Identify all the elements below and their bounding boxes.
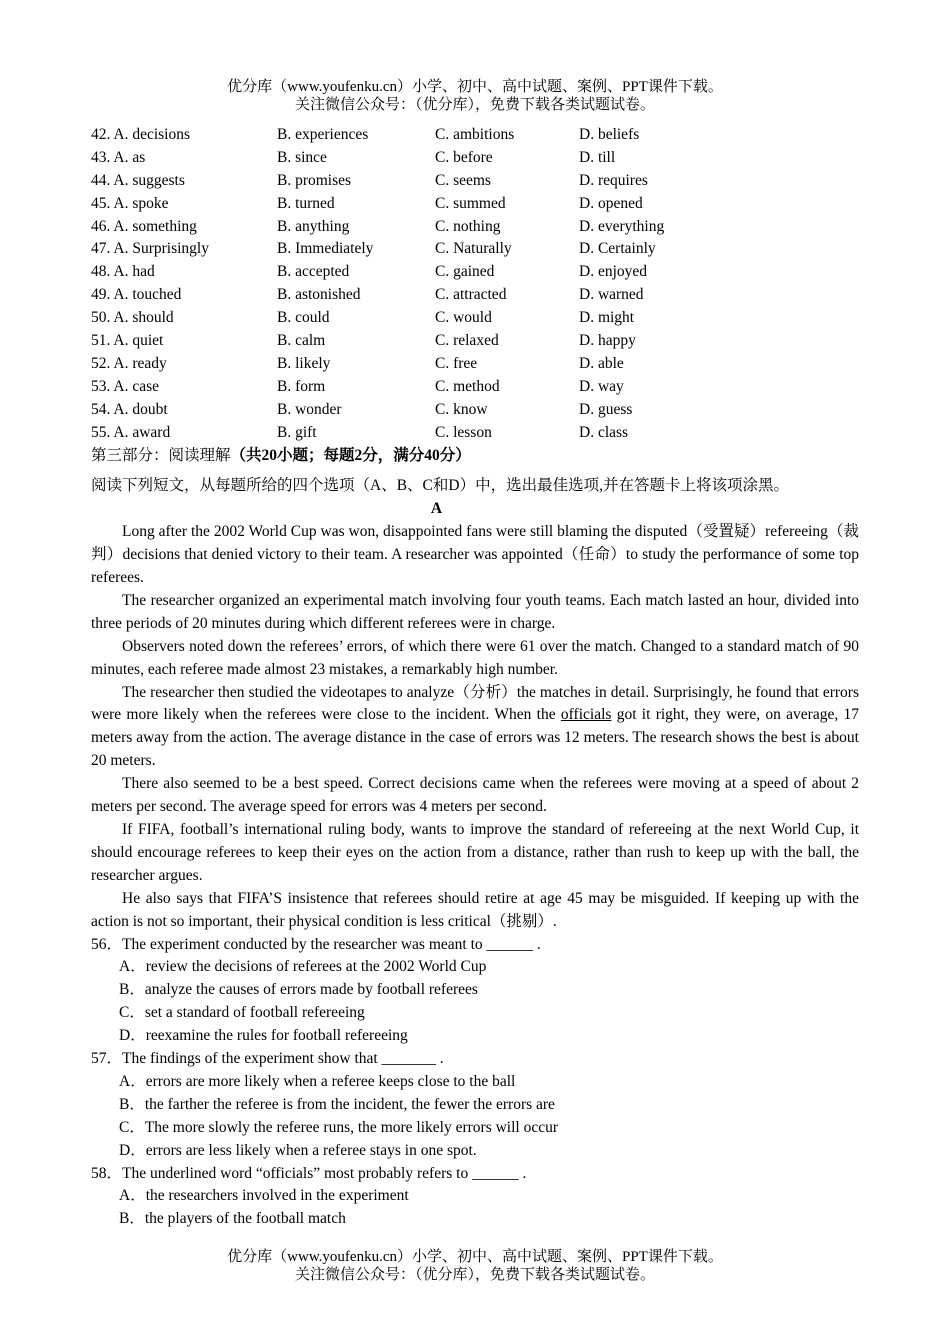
option-b: B. anything (277, 217, 350, 235)
option-a: 52. A. ready (91, 354, 167, 372)
question (91, 934, 859, 1049)
option-c: C. method (435, 377, 500, 395)
page-content (91, 124, 859, 1231)
option-a: 53. A. case (91, 377, 160, 395)
option-d: D. happy (579, 332, 636, 350)
option-row (91, 330, 859, 353)
option-a: 51. A. quiet (91, 332, 164, 350)
question-stem: 56．The experiment conducted by the researcher was meant to ______ . (91, 935, 541, 953)
option-row (91, 376, 859, 399)
option-a: 49. A. touched (91, 286, 182, 304)
answer-choice: C．The more slowly the referee runs, the more likely errors will occur (119, 1118, 559, 1136)
option-d: D. opened (579, 194, 643, 212)
option-row (91, 124, 859, 147)
option-b: B. could (277, 309, 330, 327)
option-d: D. might (579, 309, 635, 327)
footer-line-2: 关注微信公众号：（优分库），免费下载各类试题试卷。 (294, 1267, 655, 1283)
option-c: C. nothing (435, 217, 501, 235)
option-row (91, 307, 859, 330)
passage-paragraph (91, 682, 859, 774)
passage-paragraph: Observers noted down the referees’ errors, of which there were 61 over the match. Changed to a standard match of 90 minutes, each referee made almost 23 mistakes, a remarkably high number. (91, 637, 859, 678)
option-c: C. seems (435, 171, 491, 189)
options-table (91, 124, 859, 444)
option-c: C. free (435, 354, 478, 372)
option-a: 42. A. decisions (91, 126, 191, 143)
option-row (91, 399, 859, 422)
answer-choice: B．the farther the referee is from the incident, the fewer the errors are (119, 1095, 555, 1113)
page-footer (0, 1248, 950, 1284)
answer-choice: C．set a standard of football refereeing (119, 1004, 365, 1022)
option-a: 43. A. as (91, 148, 146, 166)
passage-paragraph: The researcher organized an experimental match involving four youth teams. Each match lasted an hour, divided into three periods of 20 minutes during which different referees were in charge. (91, 591, 859, 632)
option-row (91, 216, 859, 239)
option-row (91, 353, 859, 376)
option-d: D. requires (579, 171, 648, 189)
option-row (91, 147, 859, 170)
passage-paragraph: There also seemed to be a best speed. Correct decisions came when the referees were moving at a speed of about 2 meters per second. The average speed for errors was 4 meters per second. (91, 775, 859, 816)
option-row (91, 193, 859, 216)
option-c: C. know (435, 400, 488, 418)
underlined-word: officials (560, 706, 612, 724)
option-row (91, 261, 859, 284)
passage-paragraph: Long after the 2002 World Cup was won, disappointed fans were still blaming the disputed（受置疑）refereeing（裁判）decisions that denied victory to their team. A researcher was appointed（任命）to study the performance of some top referees. (91, 523, 859, 586)
answer-choice: A．review the decisions of referees at the 2002 World Cup (119, 958, 487, 976)
answer-choice: D．errors are less likely when a referee stays in one spot. (119, 1141, 477, 1159)
option-row (91, 238, 859, 261)
option-b: B. astonished (277, 286, 361, 304)
option-c: C. relaxed (435, 332, 499, 350)
option-c: C. before (435, 148, 493, 166)
option-d: D. beliefs (579, 126, 640, 143)
question-stem: 58．The underlined word “officials” most probably refers to ______ . (91, 1164, 527, 1182)
option-row (91, 284, 859, 307)
page-header (0, 78, 950, 114)
option-b: B. turned (277, 194, 335, 212)
option-b: B. since (277, 148, 327, 166)
option-b: B. wonder (277, 400, 342, 418)
option-d: D. till (579, 148, 616, 166)
option-c: C. Naturally (435, 240, 512, 258)
option-c: C. summed (435, 194, 506, 212)
question (91, 1048, 859, 1163)
passage-label: A (430, 500, 443, 518)
question-stem: 57．The findings of the experiment show that _______ . (91, 1050, 444, 1068)
option-d: D. class (579, 423, 629, 441)
option-b: B. likely (277, 354, 331, 372)
option-d: D. able (579, 354, 624, 372)
answer-choice: B．analyze the causes of errors made by football referees (119, 981, 478, 999)
option-b: B. promises (277, 171, 352, 189)
option-c: C. attracted (435, 286, 507, 304)
answer-choice: D．reexamine the rules for football refereeing (119, 1027, 408, 1045)
option-d: D. everything (579, 217, 665, 235)
option-c: C. ambitions (435, 126, 515, 143)
option-a: 48. A. had (91, 263, 155, 281)
option-a: 54. A. doubt (91, 400, 168, 418)
option-a: 46. A. something (91, 217, 197, 235)
option-d: D. warned (579, 286, 644, 304)
option-b: B. experiences (277, 126, 369, 143)
header-line-2: 关注微信公众号：（优分库），免费下载各类试题试卷。 (294, 97, 655, 113)
option-row (91, 170, 859, 193)
paragraph-text-tail: got it right, they were, on average, 17 meters away from the action. The average distance in the case of errors was 12 meters. The research shows the best is about 20 meters. (91, 706, 859, 770)
option-row (91, 422, 859, 445)
option-d: D. Certainly (579, 240, 656, 258)
option-b: B. Immediately (277, 240, 374, 258)
option-a: 50. A. should (91, 309, 174, 327)
question (91, 1163, 859, 1232)
section-instruction: 阅读下列短文，从每题所给的四个选项（A、B、C和D）中，选出最佳选项,并在答题卡上将该项涂黑。 (91, 477, 789, 495)
option-c: C. gained (435, 263, 495, 281)
option-c: C. would (435, 309, 492, 327)
answer-choice: A．errors are more likely when a referee keeps close to the ball (119, 1072, 516, 1090)
option-a: 44. A. suggests (91, 171, 185, 189)
section-heading (91, 445, 859, 468)
option-b: B. form (277, 377, 326, 395)
option-a: 55. A. award (91, 423, 171, 441)
option-b: B. calm (277, 332, 326, 350)
header-line-1: 优分库（www.youfenku.cn）小学、初中、高中试题、案例、PPT课件下载。 (227, 79, 723, 95)
answer-choice: A．the researchers involved in the experiment (119, 1187, 409, 1205)
option-c: C. lesson (435, 423, 492, 441)
option-a: 47. A. Surprisingly (91, 240, 209, 258)
option-b: B. accepted (277, 263, 350, 281)
section-title-scoring: （共20小题；每题2分，满分40分） (230, 447, 471, 465)
option-a: 45. A. spoke (91, 194, 169, 212)
option-d: D. enjoyed (579, 263, 648, 281)
option-b: B. gift (277, 423, 317, 441)
passage-paragraph: If FIFA, football’s international ruling body, wants to improve the standard of refereeing at the next World Cup, it should encourage referees to keep their eyes on the action from a distance, rather than rush to keep up with the ball, the researcher argues. (91, 820, 859, 884)
section-title: 第三部分：阅读理解 (91, 447, 231, 465)
footer-line-1: 优分库（www.youfenku.cn）小学、初中、高中试题、案例、PPT课件下载。 (227, 1249, 723, 1265)
option-d: D. way (579, 377, 624, 395)
option-d: D. guess (579, 400, 633, 418)
passage-paragraph: He also says that FIFA’S insistence that referees should retire at age 45 may be misguided. If keeping up with the action is not so important, their physical condition is less critical（挑剔）. (91, 889, 859, 930)
paragraph-text: The researcher then studied the videotapes to analyze（分析）the matches in detail. Surprisingly, he found that errors were more likely when the referees were close to the incident. When the (91, 683, 859, 724)
answer-choice: B．the players of the football match (119, 1210, 346, 1228)
